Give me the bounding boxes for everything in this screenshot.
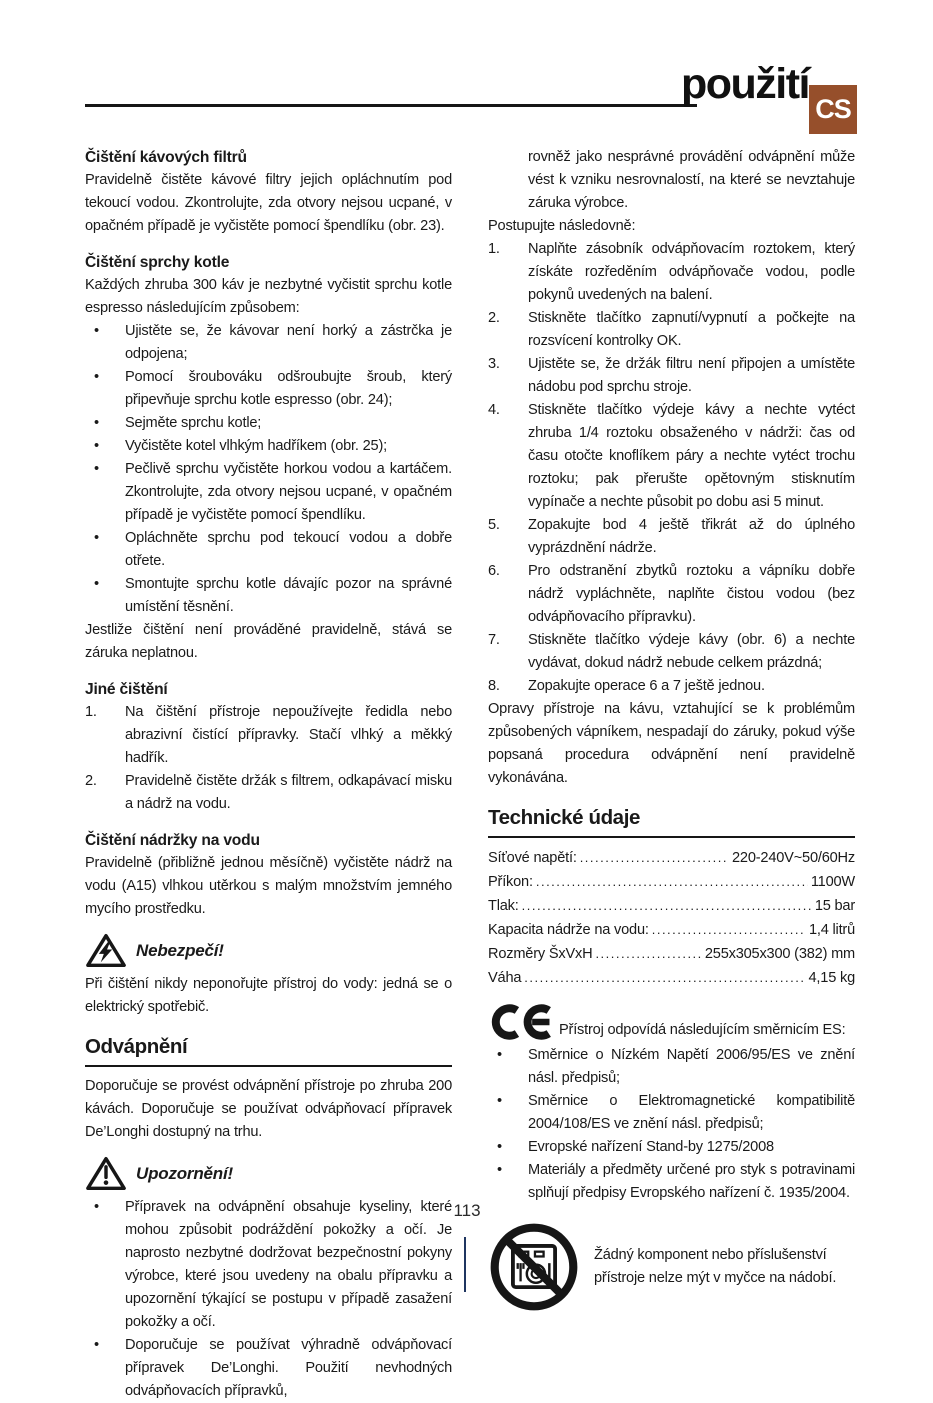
- closing-paragraph: Opravy přístroje na kávu, vztahující se k problémům způsobených vápníkem, nespadají do záruky, pokud výše popsaná procedura odvápnění není pravidelně vykonávána.: [488, 701, 855, 786]
- numbered-item: 1. Naplňte zásobník odvápňovacím roztokem, který získáte rozředěním odvápňovače vodou, podle pokynů uvedených na balení.: [488, 238, 855, 307]
- numbered-item: 5. Zopakujte bod 4 ještě třikrát až do úplného vyprázdnění nádrže.: [488, 514, 855, 560]
- right-column: [488, 146, 855, 1403]
- heading-other-cleaning: Jiné čištění: [85, 681, 168, 698]
- heading-water-tank: Čištění nádržky na vodu: [85, 832, 260, 849]
- numbered-item: 7. Stiskněte tlačítko výdeje kávy (obr. 6) a nechte vydávat, dokud nádrž nebude celkem prázdná;: [488, 629, 855, 675]
- list-item: • Vyčistěte kotel vlhkým hadříkem (obr. 25);: [85, 435, 452, 458]
- list-item: • Smontujte sprchu kotle dávajíc pozor na správné umístění těsnění.: [85, 573, 452, 619]
- section-heading-descaling: Odvápnění: [85, 1035, 452, 1067]
- numbered-item: 1. Na čištění přístroje nepoužívejte ředidla nebo abrazivní čistící přípravky. Stačí vlhký a měkký hadřík.: [85, 701, 452, 770]
- heading-boiler-shower: Čištění sprchy kotle: [85, 254, 230, 271]
- item-number: 7.: [488, 632, 500, 648]
- bullet-icon: [488, 1136, 528, 1159]
- page-title: použití: [680, 60, 809, 108]
- dot-leader: [595, 942, 701, 966]
- paragraph: Doporučuje se provést odvápnění přístroje po zhruba 200 kávách. Doporučuje se používat odvápňovací přípravek De’Longhi dostupný na trhu.: [85, 1078, 452, 1140]
- list-item: • Přípravek na odvápnění obsahuje kyseliny, které mohou způsobit podráždění pokožky a očí. Je naprosto nezbytné dodržovat bezpečnostní pokyny výrobce, které jsou uvedeny na obalu přípravku a upozornění týkající se postupu v případě zasažení pokožky a očí.: [85, 1196, 452, 1334]
- bullet-icon: [85, 458, 125, 527]
- spec-row: Síťové napětí: ..... 220-240V~50/60Hz: [488, 846, 855, 870]
- left-column: [85, 146, 452, 1403]
- bullet-icon: [85, 320, 125, 366]
- item-number: 3.: [488, 356, 500, 372]
- spec-row: Kapacita nádrže na vodu: ..... 1,4 litrů: [488, 918, 855, 942]
- heading-filters: Čištění kávových filtrů: [85, 149, 247, 166]
- dot-leader: [524, 966, 805, 990]
- list-item: • Materiály a předměty určené pro styk s potravinami splňují předpisy Evropského nařízení č. 1935/2004.: [488, 1159, 855, 1205]
- list-item: • Směrnice o Elektromagnetické kompatibilitě 2004/108/ES ve znění násl. předpisů;: [488, 1090, 855, 1136]
- ce-mark-icon: [488, 1004, 556, 1040]
- spec-row: Váha ..... 4,15 kg: [488, 966, 855, 990]
- spec-row: Tlak: ..... 15 bar: [488, 894, 855, 918]
- numbered-item: 6. Pro odstranění zbytků roztoku a vápníku dobře nádrž vypláchněte, naplňte čistou vodou (bez odvápňovacího přípravku).: [488, 560, 855, 629]
- bullet-icon: [85, 1334, 125, 1403]
- list-item: • Pečlivě sprchu vyčistěte horkou vodou a kartáčem. Zkontrolujte, zda otvory nejsou ucpané, v opačném případě je vyčistěte pomocí špendlíku.: [85, 458, 452, 527]
- item-number: 2.: [85, 773, 97, 789]
- page-number: 113: [453, 1201, 481, 1220]
- item-number: 2.: [488, 310, 500, 326]
- warning-exclamation-icon: [85, 1155, 127, 1192]
- spec-row: Příkon: ..... 1100W: [488, 870, 855, 894]
- continuation-paragraph: rovněž jako nesprávné provádění odvápnění může vést k vzniku nesrovnalostí, na které se nevztahuje záruka výrobce.: [528, 149, 855, 211]
- warning-callout: [85, 1155, 452, 1192]
- paragraph: Při čištění nikdy neponořujte přístroj do vody: jedná se o elektrický spotřebič.: [85, 976, 452, 1015]
- paragraph: Pravidelně čistěte kávové filtry jejich opláchnutím pod tekoucí vodou. Zkontrolujte, zda otvory nejsou ucpané, v opačném případě je vyčistěte pomocí špendlíku (obr. 23).: [85, 172, 452, 234]
- bullet-icon: [85, 412, 125, 435]
- bullet-icon: [488, 1159, 528, 1205]
- item-number: 1.: [488, 241, 500, 257]
- danger-callout: [85, 932, 452, 969]
- paragraph: Každých zhruba 300 káv je nezbytné vyčistit sprchu kotle espresso následujícím způsobem:: [85, 277, 452, 316]
- paragraph: Pravidelně (přibližně jednou měsíčně) vyčistěte nádrž na vodu (A15) vlhkou utěrkou s malým množstvím jemného mycího prostředku.: [85, 855, 452, 917]
- dot-leader: [536, 870, 808, 894]
- dot-leader: [580, 846, 729, 870]
- spec-row: Rozměry ŠxVxH ..... 255x305x300 (382) mm: [488, 942, 855, 966]
- warning-label: Upozornění!: [136, 1163, 233, 1183]
- paragraph: Postupujte následovně:: [488, 218, 636, 234]
- bullet-icon: [85, 366, 125, 412]
- list-item: • Sejměte sprchu kotle;: [85, 412, 452, 435]
- bullet-icon: [488, 1090, 528, 1136]
- numbered-item: 2. Stiskněte tlačítko zapnutí/vypnutí a počkejte na rozsvícení kontrolky OK.: [488, 307, 855, 353]
- list-item: • Opláchněte sprchu pod tekoucí vodou a dobře otřete.: [85, 527, 452, 573]
- dot-leader: [652, 918, 806, 942]
- no-dishwasher-icon: [488, 1221, 580, 1313]
- danger-lightning-icon: [85, 932, 127, 969]
- bullet-icon: [85, 573, 125, 619]
- list-item: • Evropské nařízení Stand-by 1275/2008: [488, 1136, 855, 1159]
- item-number: 1.: [85, 704, 97, 720]
- danger-label: Nebezpečí!: [136, 940, 224, 960]
- numbered-item: 3. Ujistěte se, že držák filtru není připojen a umístěte nádobu pod sprchu stroje.: [488, 353, 855, 399]
- dot-leader: [522, 894, 812, 918]
- ce-compliance: [488, 1004, 855, 1040]
- dishwasher-warning: [488, 1221, 855, 1313]
- language-badge: CS: [809, 85, 857, 134]
- list-item: • Doporučuje se používat výhradně odvápňovací přípravek De’Longhi. Použití nevhodných odvápňovacích přípravků,: [85, 1334, 452, 1403]
- item-number: 6.: [488, 563, 500, 579]
- numbered-item: 4. Stiskněte tlačítko výdeje kávy a nechte vytéct zhruba 1/4 roztoku obsaženého v nádrži: čas od času otočte knoflíkem páry a nechte vytéct trochu roztoku; pak přerušte opětovným stisknutím vypínače a nechte působit po dobu asi 5 minut.: [488, 399, 855, 514]
- bullet-icon: [85, 527, 125, 573]
- header-rule: [85, 104, 697, 107]
- ce-note: Přístroj odpovídá následujícím směrnicím ES:: [559, 1022, 846, 1038]
- paragraph: Jestliže čištění není prováděné pravidelně, stává se záruka neplatnou.: [85, 622, 452, 661]
- numbered-item: 2. Pravidelně čistěte držák s filtrem, odkapávací misku a nádrž na vodu.: [85, 770, 452, 816]
- section-heading-technical-data: Technické údaje: [488, 806, 855, 838]
- numbered-item: 8. Zopakujte operace 6 a 7 ještě jednou.: [488, 675, 855, 698]
- list-item: • Směrnice o Nízkém Napětí 2006/95/ES ve znění násl. předpisů;: [488, 1044, 855, 1090]
- item-number: 4.: [488, 402, 500, 418]
- bullet-icon: [488, 1044, 528, 1090]
- list-item: • Pomocí šroubováku odšroubujte šroub, který připevňuje sprchu kotle espresso (obr. 24);: [85, 366, 452, 412]
- bullet-icon: [85, 1196, 125, 1334]
- footer-crop-mark: [464, 1237, 466, 1292]
- list-item: • Ujistěte se, že kávovar není horký a zástrčka je odpojena;: [85, 320, 452, 366]
- bullet-icon: [85, 435, 125, 458]
- item-number: 5.: [488, 517, 500, 533]
- dishwasher-note: Žádný komponent nebo příslušenství přístroje nelze mýt v myčce na nádobí.: [594, 1247, 837, 1286]
- item-number: 8.: [488, 678, 500, 694]
